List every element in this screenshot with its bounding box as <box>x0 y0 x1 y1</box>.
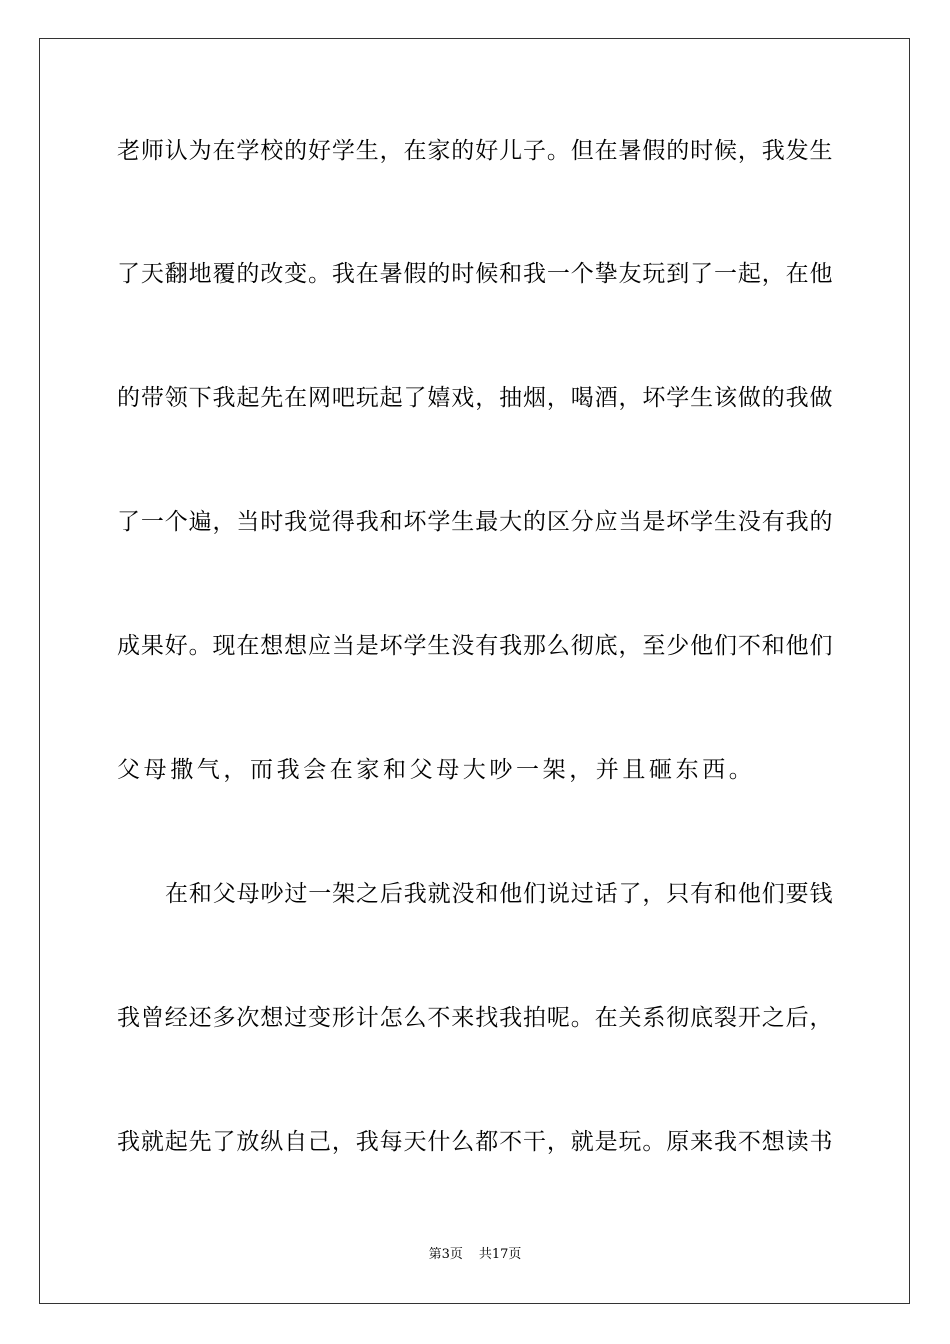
total-pages: 共17页 <box>478 1247 522 1262</box>
text-line-8: 我曾经还多次想过变形计怎么不来找我拍呢。在关系彻底裂开之后， <box>117 1005 833 1031</box>
text-line-4: 了一个遍，当时我觉得我和坏学生最大的区分应当是坏学生没有我的 <box>117 509 833 535</box>
text-line-5: 成果好。现在想想应当是坏学生没有我那么彻底，至少他们不和他们 <box>117 633 833 659</box>
page-border <box>39 38 910 1304</box>
text-line-3: 的带领下我起先在网吧玩起了嬉戏，抽烟，喝酒，坏学生该做的我做 <box>117 385 833 411</box>
page-number: 第3页 <box>428 1247 463 1262</box>
text-line-1: 老师认为在学校的好学生，在家的好儿子。但在暑假的时候，我发生 <box>117 138 833 164</box>
paragraph-2-first-line: 在和父母吵过一架之后我就没和他们说过话了，只有和他们要钱 <box>165 881 833 907</box>
text-line-2: 了天翻地覆的改变。我在暑假的时候和我一个挚友玩到了一起，在他 <box>117 261 833 287</box>
text-line-6: 父母撒气，而我会在家和父母大吵一架，并且砸东西。 <box>117 757 756 783</box>
text-line-9: 我就起先了放纵自己，我每天什么都不干，就是玩。原来我不想读书 <box>117 1129 833 1155</box>
page-footer <box>0 1246 950 1264</box>
